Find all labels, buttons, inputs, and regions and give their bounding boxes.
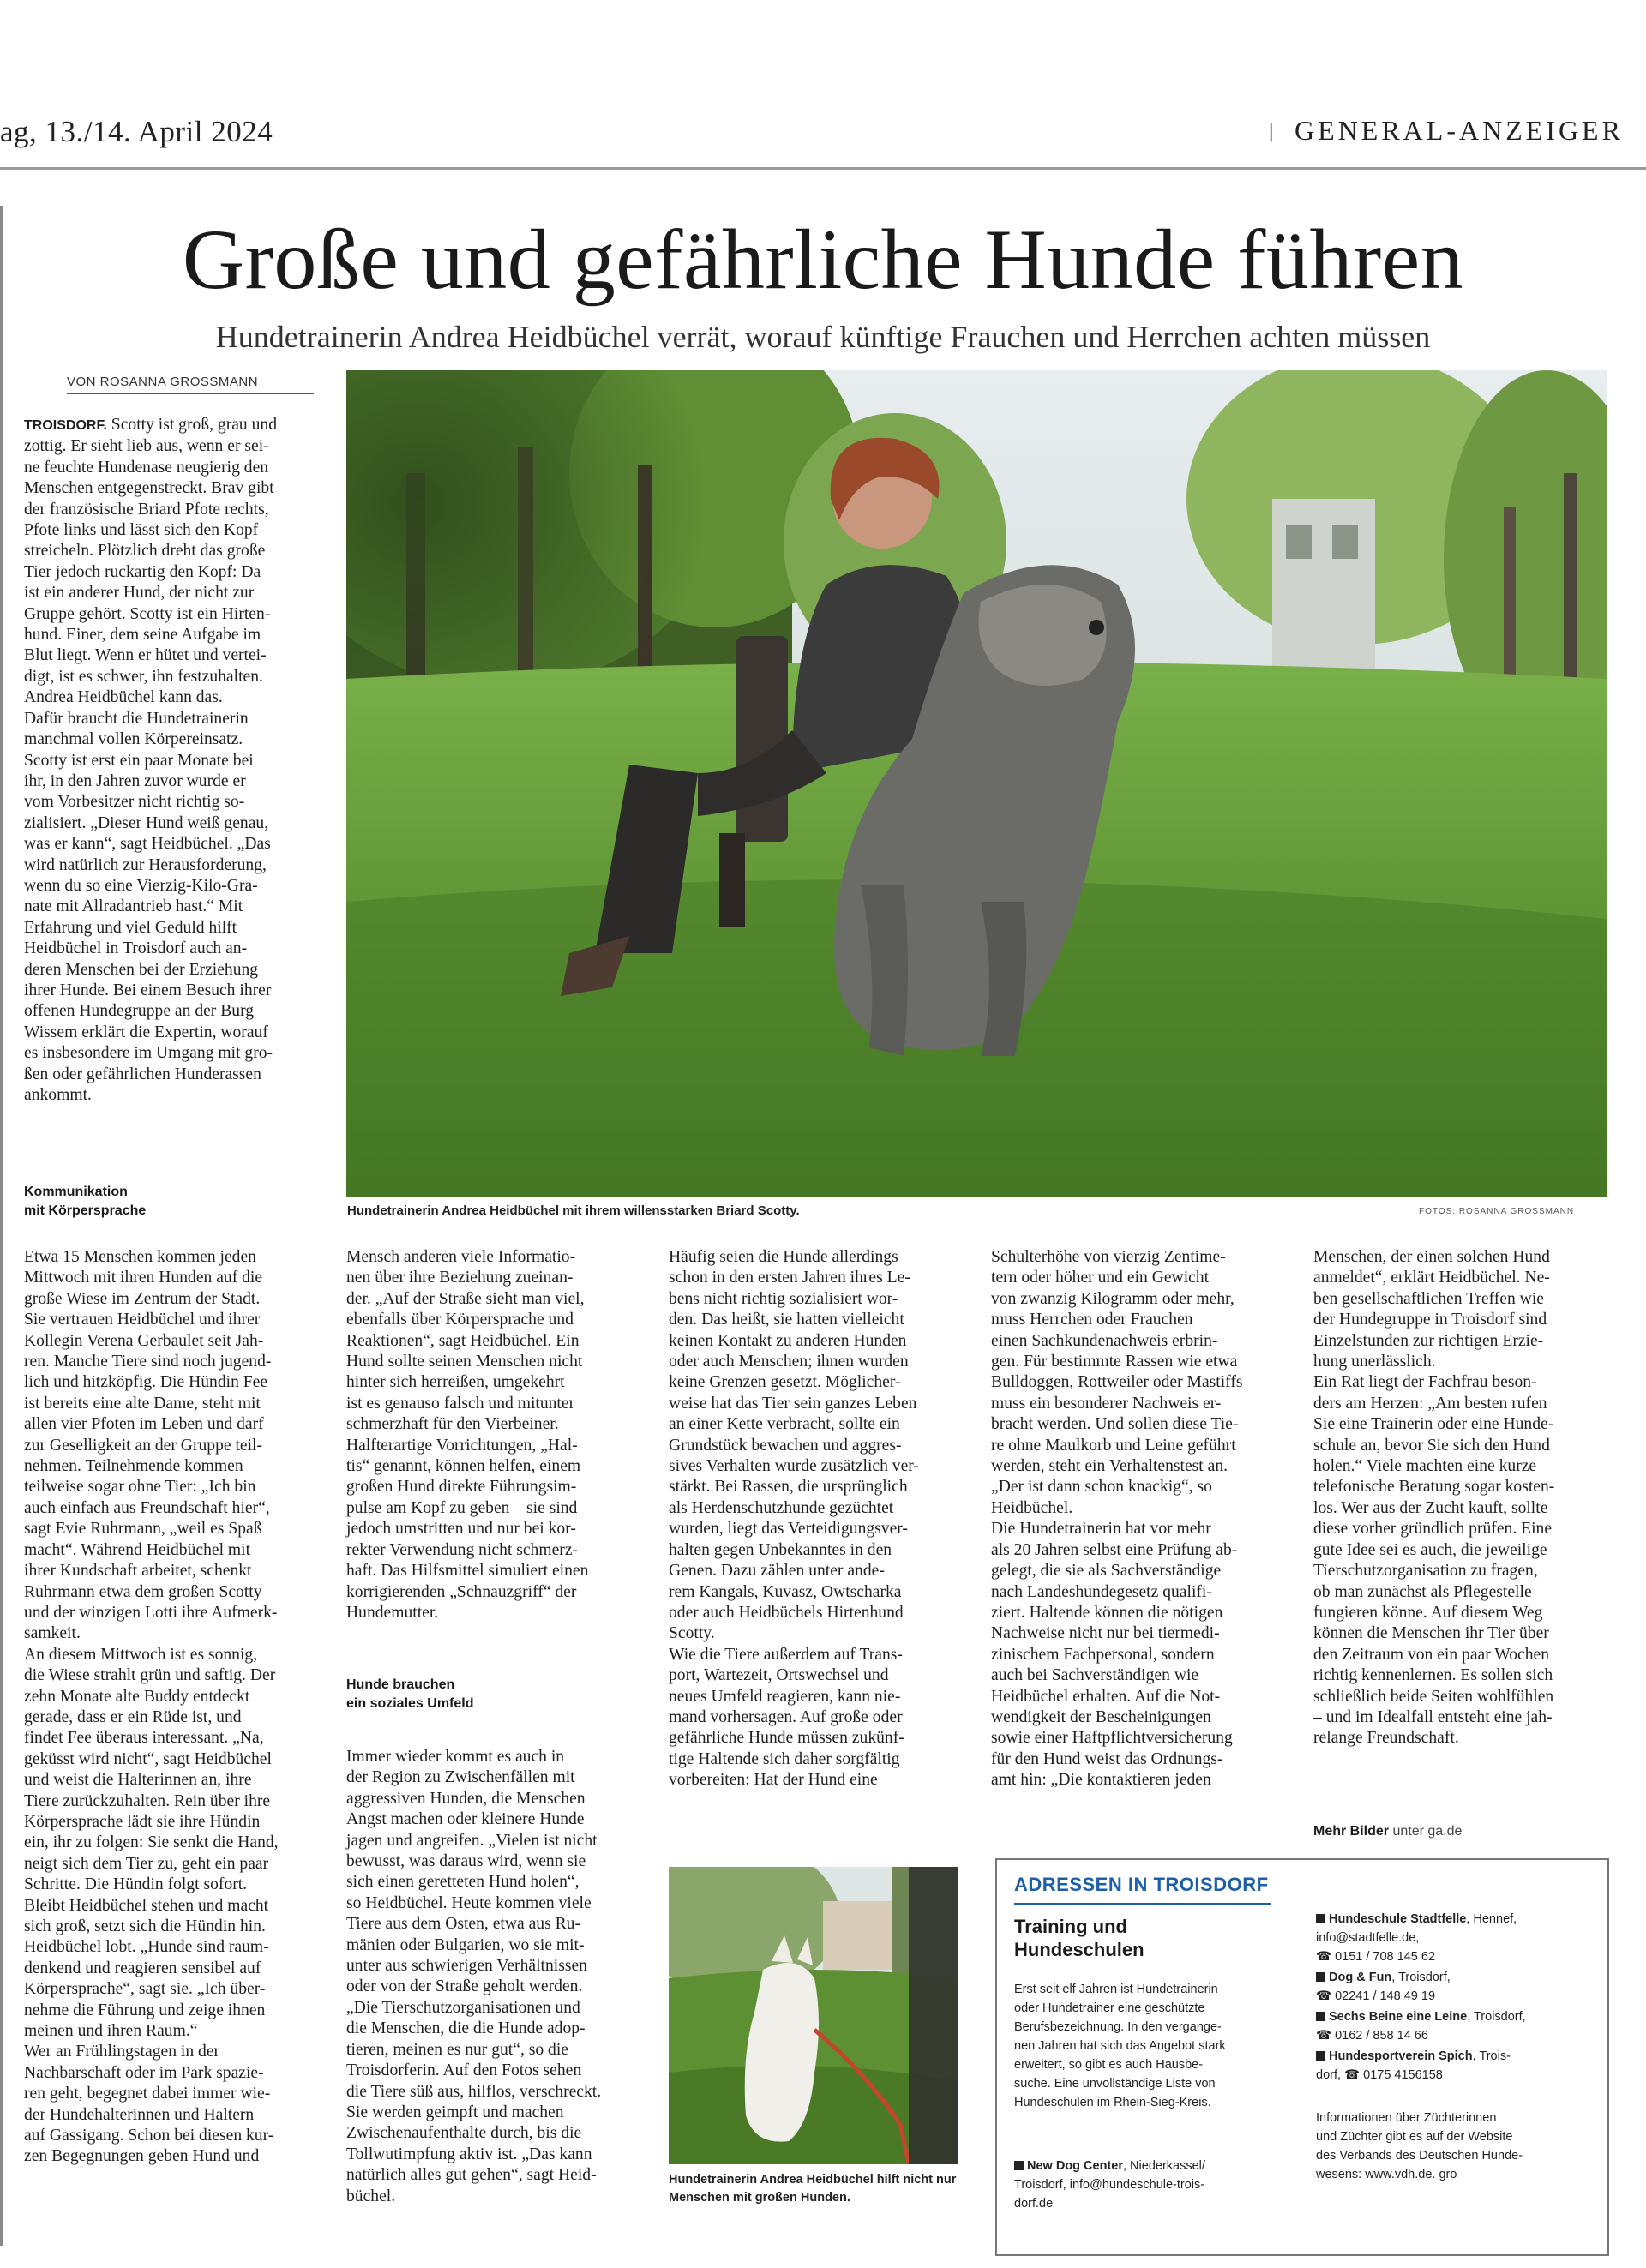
infobox-entry-dog-fun: Dog & Fun, Troisdorf, ☎ 02241 / 148 49 19 [1316, 1971, 1451, 2003]
article-text: Scotty ist groß, grau und zottig. Er sieht lieb aus, wenn er sei- ne feuchte Hundenase neugierig den Menschen entgegenstreckt. Brav gibt der französische Briard Pfote rechts, Pfote links und lässt sich den Kopf streicheln. Plötzlich dreht das große Tier jedoch ruckartig den Kopf: Da ist ein anderer Hund, der nicht zur Gruppe gehört. Scotty ist ein Hirten- hund. Einer, dem seine Aufgabe im Blut liegt. Wenn er hütet und vertei- digt, ist es schwer, ihn festzuhalten. Andrea Heidbüchel kann das. Dafür braucht die Hundetrainerin manchmal vollen Körpereinsatz. Scotty ist erst ein paar Monate bei ihr, in den Jahren zuvor wurde er vom Vorbesitzer nicht richtig so- zialisiert. „Dieser Hund weiß genau, was er kann“, sagt Heidbüchel. „Das wird natürlich zur Herausforderung, wenn du so eine Vierzig-Kilo-Gra- nate mit Allradantrieb hast.“ Mit Erfahrung und viel Geduld hilft Heidbüchel in Troisdorf auch an- deren Menschen bei der Erziehung ihrer Hunde. Bei einem Besuch ihrer offenen Hundegruppe an der Burg Wissem erklärt die Expertin, worauf es insbesondere im Umgang mit gro- ßen oder gefährlichen Hunderassen ankommt. [24, 416, 277, 1104]
article-column-1-bottom: Etwa 15 Menschen kommen jeden Mittwoch mit ihren Hunden auf die große Wiese im Zentrum der Stadt. Sie vertrauen Heidbüchel und ihrer Kollegin Verena Gerbaulet seit Jah- ren. Manche Tiere sind noch jugend- lich und hitzköpfig. Die Hündin Fee ist bereits eine alte Dame, steht mit allen vier Pfoten im Leben und darf zur Geselligkeit an der Gruppe teil- nehmen. Teilnehmende kommen teilweise sogar ohne Tier: „Ich bin auch einfach aus Freundschaft hier“, sagt Evie Ruhrmann, „weil es Spaß macht“. Während Heidbüchel mit ihrer Kundschaft arbeitet, schenkt Ruhrmann etwa dem großen Scotty und der winzigen Lotti ihre Aufmerk- samkeit. An diesem Mittwoch ist es sonnig, die Wiese strahlt grün und saftig. Der zehn Monate alte Buddy entdeckt gerade, dass er ein Rüde ist, und findet Fee überaus interessant. „Na, geküsst wird nicht“, sagt Heidbüchel und weist die Halterinnen an, ihre Tiere zurückzuhalten. Rein über ihre Körpersprache lädt sie ihre Hündin ein, ihr zu folgen: Sie senkt die Hand, neigt sich dem Tier zu, geht ein paar Schritte. Die Hündin folgt sofort. Bleibt Heidbüchel stehen und macht sich groß, setzt sich die Hündin hin. Heidbüchel lobt. „Hunde sind raum- denkend und reagieren sensibel auf Körpersprache“, sagt sie. „Ich über- nehme die Führung und zeige ihnen meinen und ihren Raum.“ Wer an Frühlingstagen in der Nachbarschaft oder im Park spazie- ren geht, begegnet dabei immer wie- der Hundehalterinnen und Haltern auf Gassigang. Schon bei diesen kur- zen Begegnungen geben Hund und [24, 1248, 279, 2166]
infobox-title: ADRESSEN IN TROISDORF [1014, 1874, 1269, 1895]
article-column-4: Schulterhöhe von vierzig Zentime- tern oder höher und ein Gewicht von zwanzig Kilogramm oder mehr, muss Herrchen oder Frauchen einen Sachkundenachweis erbrin- gen. Für bestimmte Rassen wie etwa Bulldoggen, Rottweiler oder Mastiffs muss ein besonderer Nachweis er- bracht werden. Und sollen diese Tie- re ohne Maulkorb und Leine geführt werden, steht ein Verhaltenstest an. „Der ist dann schon knackig“, so Heidbüchel. Die Hundetrainerin hat vor mehr als 20 Jahren selbst eine Prüfung ab- gelegt, die sie als Sachverständige nach Landeshundegesetz qualifi- ziert. Haltende können die nötigen Nachweise nicht nur bei tiermedi- zinischem Fachpersonal, sondern auch bei Sachverständigen wie Heidbüchel erhalten. Auf die Not- wendigkeit der Bescheinigungen sowie einer Haftpflichtversicherung für den Hund weist das Ordnungs- amt hin: „Die kontaktieren jeden [991, 1248, 1243, 1790]
issue-date: ag, 13./14. April 2024 [0, 115, 273, 148]
article-subhead: Hundetrainerin Andrea Heidbüchel verrät, worauf künftige Frauchen und Herrchen achten müssen [215, 320, 1431, 354]
infobox-heading: Training und Hundeschulen [1014, 1916, 1144, 1960]
bullet-square-icon [1316, 2012, 1325, 2021]
small-photo-caption: Hundetrainerin Andrea Heidbüchel hilft nicht nur Menschen mit großen Hunden. [669, 2173, 957, 2205]
more-pictures-note [1313, 1824, 1462, 1839]
address-infobox [995, 1858, 1609, 2256]
infobox-entry-spich: Hundesportverein Spich, Trois- dorf, ☎ 0175 4156158 [1316, 2049, 1511, 2082]
infobox-entry-new-dog-center: New Dog Center, Niederkassel/ Troisdorf, info@hundeschule-trois- dorf.de [1014, 2159, 1205, 2211]
crosshead-kommunikation: Kommunikation mit Körpersprache [24, 1185, 147, 1218]
main-photo [346, 370, 1607, 1197]
infobox-title-rule [1014, 1903, 1271, 1905]
infobox-footer: Informationen über Züchterinnen und Züchter gibt es auf der Website des Verbands des Deutschen Hunde- wesens: www.vdh.de. gro [1316, 2111, 1523, 2181]
bullet-square-icon [1316, 2051, 1325, 2061]
dateline: TROISDORF. [24, 418, 107, 433]
article-column-2-bottom: Immer wieder kommt es auch in der Region zu Zwischenfällen mit aggressiven Hunden, die Menschen Angst machen oder kleinere Hunde jagen und angreifen. „Vielen ist nicht bewusst, was daraus wird, wenn sie sich einen geretteten Hund holen“, so Heidbüchel. Heute kommen viele Tiere aus dem Osten, etwa aus Ru- mänien oder Bulgarien, wo sie mit- unter aus schwierigen Verhältnissen oder von der Straße geholt werden. „Die Tierschutzorganisationen und die Menschen, die die Hunde adop- tieren, meinen es nur gut“, so die Troisdorferin. Auf den Fotos sehen die Tiere süß aus, hilflos, verschreckt. Sie werden geimpft und machen Zwischenaufenthalte durch, bis die Tollwutimpfung aktiv ist. „Das kann natürlich alles gut gehen“, sagt Heid- büchel. [346, 1748, 602, 2205]
bullet-square-icon [1316, 1972, 1325, 1982]
article-column-1-top [24, 415, 320, 1106]
more-pictures-label: Mehr Bilder [1313, 1824, 1390, 1839]
byline: VON ROSANNA GROSSMANN [67, 375, 314, 394]
main-photo-caption: Hundetrainerin Andrea Heidbüchel mit ihrem willensstarken Briard Scotty. [347, 1203, 800, 1218]
bullet-square-icon [1316, 1914, 1325, 1923]
article-column-3: Häufig seien die Hunde allerdings schon in den ersten Jahren ihres Le- bens nicht richtig sozialisiert wor- den. Das heißt, sie hatten vielleicht keinen Kontakt zu anderen Hunden oder auch Menschen; ihnen wurden keine Grenzen gesetzt. Möglicher- weise hat das Tier sein ganzes Leben an einer Kette verbracht, sollte ein Grundstück bewachen und aggres- sives Verhalten wurde zusätzlich ver- stärkt. Bei Rassen, die ursprünglich als Herdenschutzhunde gezüchtet wurden, liegt das Verteidigungsver- halten gegen Unbekanntes in den Genen. Dazu zählen unter ande- rem Kangals, Kuvasz, Owtscharka oder auch Heidbüchels Hirtenhund Scotty. Wie die Tiere außerdem auf Trans- port, Wartezeit, Ortswechsel und neues Umfeld reagieren, kann nie- mand vorhersagen. Auf große oder gefährliche Hunde müssen zukünf- tige Haltende sich daher sorgfältig vorbereiten: Hat der Hund eine [669, 1248, 919, 1790]
infobox-entry-stadtfelle: Hundeschule Stadtfelle, Hennef, info@stadtfelle.de, ☎ 0151 / 708 145 62 [1316, 1912, 1517, 1964]
header-separator: | [1268, 121, 1275, 142]
article-headline: Große und gefährliche Hunde führen [182, 212, 1464, 307]
more-pictures-link[interactable]: unter ga.de [1392, 1824, 1463, 1839]
header-rule [0, 167, 1646, 170]
article-column-5: Menschen, der einen solchen Hund anmeldet“, erklärt Heidbüchel. Ne- ben gesellschaftlichen Treffen wie der Hundegruppe in Troisdorf sind Einzelstunden zur richtigen Erzie- hung unerlässlich. Ein Rat liegt der Fachfrau beson- ders am Herzen: „Am besten rufen Sie eine Trainerin oder eine Hunde- schule an, bevor Sie sich den Hund holen.“ Viele machten eine kurze telefonische Beratung sogar kosten- los. Wer aus der Zucht kauft, sollte diese vorher gründlich prüfen. Eine gute Idee sei es auch, die jeweilige Tierschutzorganisation zu fragen, ob man zunächst als Pflegestelle fungieren könne. Auf diesem Weg können die Menschen ihr Tier über den Zeitraum von ein paar Wochen richtig kennenlernen. Es sollen sich schließlich beide Seiten wohlfühlen – und im Idealfall entsteht eine jah- relange Freundschaft. [1313, 1248, 1555, 1748]
article-column-2-top: Mensch anderen viele Informatio- nen über ihre Beziehung zueinan- der. „Auf der Straße sieht man viel, ebenfalls über Körpersprache und Reaktionen“, sagt Heidbüchel. Ein Hund sollte seinen Menschen nicht hinter sich herreißen, umgekehrt ist es genauso falsch und mitunter schmerzhaft für den Vierbeiner. Halfterartige Vorrichtungen, „Hal- tis“ genannt, können helfen, einem großen Hund direkte Führungsim- pulse am Kopf zu geben – sie sind jedoch umstritten und nur bei kor- rekter Verwendung nicht schmerz- haft. Das Hilfsmittel simuliert einen korrigierenden „Schnauzgriff“ der Hundemutter. [346, 1248, 589, 1622]
infobox-entry-sechs-beine: Sechs Beine eine Leine, Troisdorf, ☎ 0162 / 858 14 66 [1316, 2010, 1526, 2043]
bullet-square-icon [1014, 2161, 1024, 2170]
infobox-intro: Erst seit elf Jahren ist Hundetrainerin oder Hundetrainer eine geschützte Berufsbezeichnung. In den vergange- nen Jahren hat sich das Angebot stark erweitert, so gibt es auch Hausbe- suche. Eine unvollständige Liste von Hundeschulen im Rhein-Sieg-Kreis. [1014, 1983, 1226, 2109]
crosshead-umfeld: Hunde brauchen ein soziales Umfeld [346, 1677, 474, 1711]
small-photo [669, 1867, 958, 2164]
photo-credit: FOTOS: ROSANNA GROSSMANN [1419, 1207, 1575, 1216]
column-divider [0, 206, 3, 2246]
newspaper-name: GENERAL-ANZEIGER [1295, 115, 1624, 146]
